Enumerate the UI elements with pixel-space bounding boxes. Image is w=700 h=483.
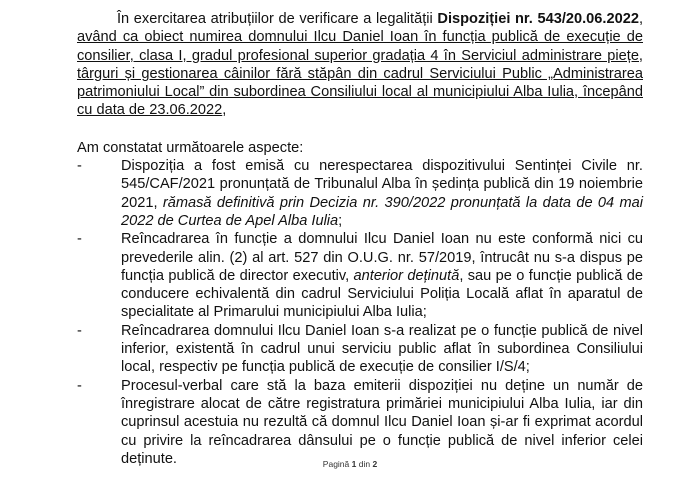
footer-din-word: din	[358, 459, 371, 469]
aspect-2-text-a: Reîncadrarea în funcție a domnului Ilcu Daniel Ioan nu este conformă nici cu prevederile alin. (2) al art. 527 din O.U.G. nr. 57/2019, întrucât nu s-a dispus pe funcția publică de director executiv,	[121, 231, 643, 284]
aspect-2-italic: anterior deținută	[353, 267, 460, 284]
list-dash: -	[77, 231, 82, 248]
footer-current-page: 1	[351, 459, 357, 469]
aspect-item-4	[77, 377, 643, 468]
footer-page-word: Pagină	[322, 459, 350, 469]
list-dash: -	[77, 377, 82, 394]
intro-paragraph	[77, 10, 643, 120]
aspect-2-text-c: , sau pe o funcție publică de conducere echivalentă din cadrul Serviciului Poliția Locală aflat în aparatul de specialitate al Primarului municipiului Alba Iulia;	[121, 267, 643, 321]
aspect-1-text-c: ;	[338, 212, 343, 229]
page-footer	[0, 459, 700, 469]
aspects-list	[77, 157, 643, 468]
aspect-1-italic: rămasă definitivă prin Decizia nr. 390/2022 pronunțată la data de 04 mai 2022 de Curtea de Apel Alba Iulia	[121, 194, 643, 229]
intro-subject-underlined: având ca obiect numirea domnului Ilcu Daniel Ioan în funcția publică de execuție de consilier, clasa I, gradul profesional superior gradația 4 în Serviciul administrare piețe, târguri și gestionarea câinilor fără stăpân din cadrul Serviciului Public „Administrarea patrimoniului Local” din subordinea Consiliului local al municipiului Alba Iulia, începând cu data de 23.06.2022	[77, 29, 643, 119]
document-body	[77, 10, 643, 468]
aspect-1-text-a: Dispoziția a fost emisă cu nerespectarea dispozitivului Sentinței Civile nr. 545/CAF/2021 pronunțată de Tribunalul Alba în ședința publică din 19 noiembrie 2021,	[121, 158, 643, 211]
intro-text-2: ,	[638, 11, 643, 27]
aspects-lead: Am constatat următoarele aspecte:	[77, 139, 304, 156]
list-dash: -	[77, 322, 82, 339]
intro-text-3: ,	[222, 102, 227, 119]
aspect-item-1	[77, 157, 643, 230]
aspect-item-2	[77, 230, 643, 321]
footer-total-pages: 2	[372, 459, 378, 469]
aspect-item-3	[77, 322, 643, 377]
list-dash: -	[77, 158, 82, 175]
intro-text-1: În exercitarea atribuțiilor de verificare a legalității	[117, 11, 438, 27]
aspect-3-text: Reîncadrarea domnului Ilcu Daniel Ioan s-a realizat pe o funcție publică de nivel inferior, existentă în cadrul unui serviciu public aflat în subordinea Consiliului local, respectiv pe funcția publică de execuție de consilier I/S/4;	[121, 322, 643, 376]
dispozitie-reference: Dispoziției nr. 543/20.06.2022	[437, 11, 639, 27]
aspect-4-text: Procesul-verbal care stă la baza emiterii dispoziției nu deține un număr de înregistrare alocat de către registratura primăriei municipiului Alba Iulia, iar din cuprinsul acestuia nu rezultă că domnul Ilcu Daniel Ioan și-ar fi exprimat acordul cu privire la reîncadrarea dânsului pe o funcție publică de nivel inferior celei deținute.	[121, 377, 643, 467]
